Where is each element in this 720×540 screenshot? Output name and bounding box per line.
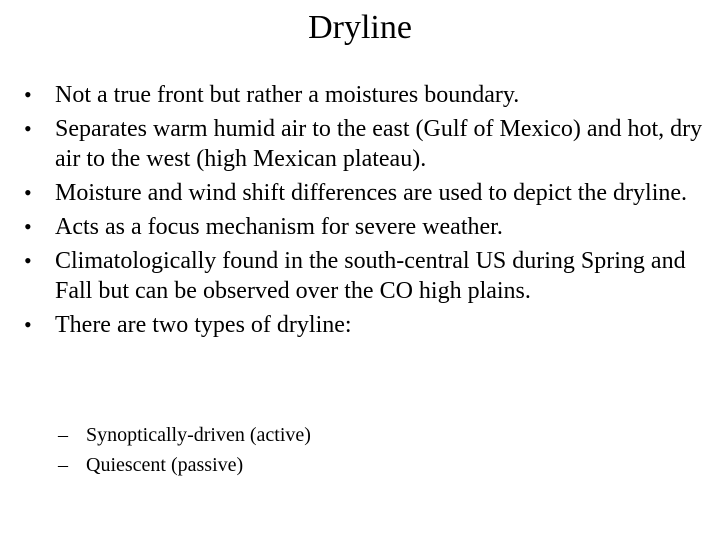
sub-bullet-item (0, 422, 720, 448)
bullet-marker: • (24, 116, 32, 141)
slide-title: Dryline (308, 9, 412, 46)
bullet-marker: • (24, 180, 32, 205)
bullet-marker: • (24, 214, 32, 239)
bullet-text: Climatologically found in the south-central US during Spring and Fall but can be observed over the CO high plains. (55, 248, 686, 304)
bullet-item (0, 80, 720, 110)
bullet-text: Moisture and wind shift differences are used to depict the dryline. (55, 180, 688, 206)
bullet-text: Separates warm humid air to the east (Gulf of Mexico) and hot, dry air to the west (high Mexican plateau). (55, 116, 703, 172)
bullet-marker: • (24, 82, 32, 107)
bullet-item (0, 178, 720, 208)
bullet-item (0, 310, 720, 340)
bullet-marker: • (24, 248, 32, 273)
sub-bullet-marker: – (58, 424, 68, 446)
bullet-item (0, 246, 720, 306)
sub-bullet-text: Synoptically-driven (active) (86, 424, 311, 446)
bullet-item (0, 114, 720, 174)
bullet-marker: • (24, 312, 32, 337)
sub-bullet-marker: – (58, 454, 68, 476)
bullet-item (0, 212, 720, 242)
bullet-text: There are two types of dryline: (55, 312, 352, 338)
bullet-text: Acts as a focus mechanism for severe weather. (55, 214, 503, 240)
bullet-list (0, 80, 720, 344)
sub-bullet-item (0, 452, 720, 478)
bullet-text: Not a true front but rather a moistures boundary. (55, 82, 520, 108)
sub-bullet-list (0, 422, 720, 482)
sub-bullet-text: Quiescent (passive) (86, 454, 244, 476)
